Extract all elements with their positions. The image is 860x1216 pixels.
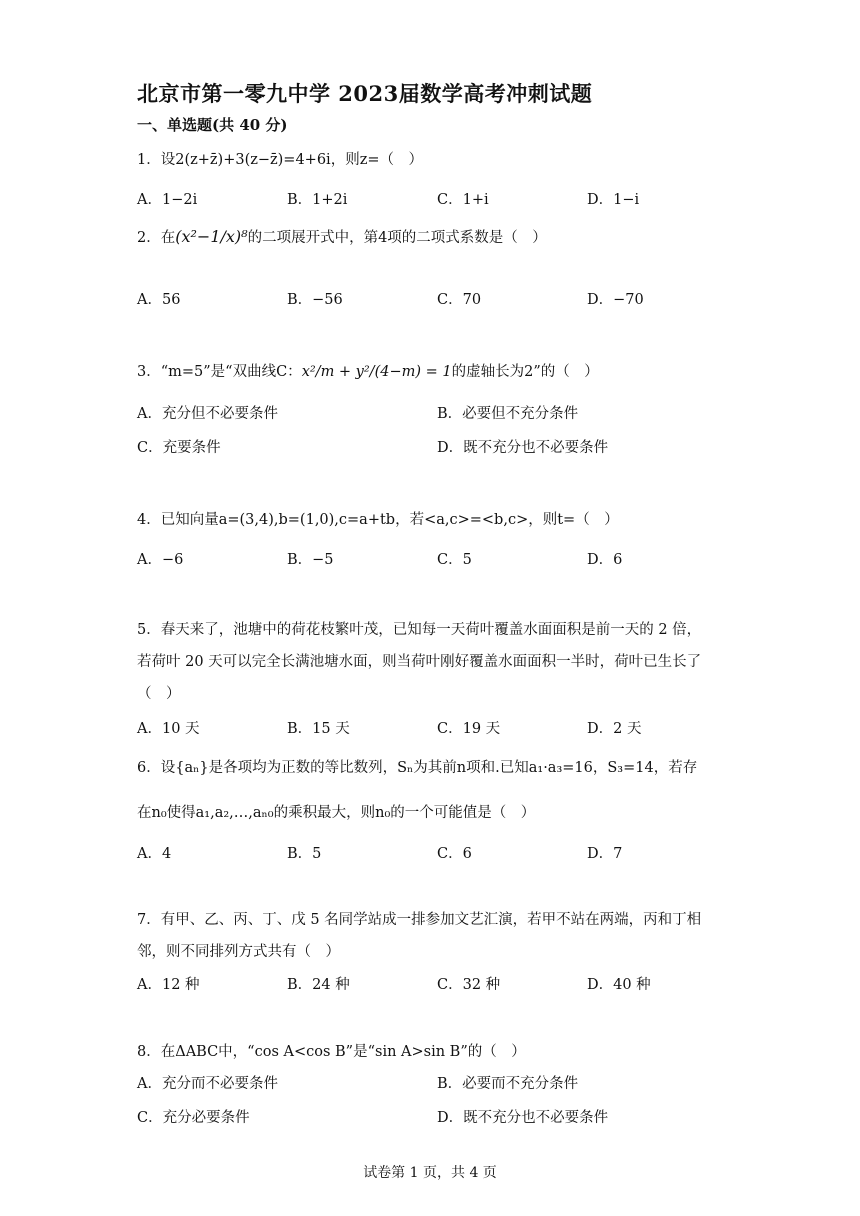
question-1-text: 1．设2(z+z̄)+3(z−z̄)=4+6i，则z=（ ） <box>137 152 423 168</box>
page-title: 北京市第一零九中学 2023届数学高考冲刺试题 <box>137 81 593 106</box>
question-4-option-d: D．6 <box>587 552 623 568</box>
question-7-option-c: C．32 种 <box>437 977 501 993</box>
question-3-text-before: 3．“m=5”是“双曲线C： <box>137 364 302 380</box>
question-3-option-d: D．既不充分也不必要条件 <box>437 440 609 456</box>
question-7-option-a: A．12 种 <box>137 977 200 993</box>
question-6-stem-line-2: 在n₀使得a₁,a₂,…,aₙ₀的乘积最大，则n₀的一个可能值是（ ） <box>137 805 536 821</box>
question-4-option-c: C．5 <box>437 552 472 568</box>
question-8-stem: 8．在ΔABC中，“cos A<cos B”是“sin A>sin B”的（ ） <box>137 1044 526 1060</box>
question-3-text-after: 的虚轴长为2”的（ ） <box>451 364 599 380</box>
question-5-option-a: A．10 天 <box>137 721 200 737</box>
question-5-stem-line-2: 若荷叶 20 天可以完全长满池塘水面，则当荷叶刚好覆盖水面面积一半时，荷叶已生长了 <box>137 654 702 670</box>
question-6-stem-line-1: 6．设{aₙ}是各项均为正数的等比数列，Sₙ为其前n项和.已知a₁·a₃=16，S₃=14，若存 <box>137 760 698 776</box>
question-4-text: 4．已知向量a=(3,4),b=(1,0),c=a+tb，若<a,c>=<b,c>，则t=（ ） <box>137 512 619 528</box>
question-5-stem-line-3: （ ） <box>137 686 181 702</box>
question-1-option-a: A．1−2i <box>137 192 198 208</box>
question-2-option-b: B．−56 <box>287 292 343 308</box>
question-8-option-d: D．既不充分也不必要条件 <box>437 1110 609 1126</box>
question-4-option-b: B．−5 <box>287 552 334 568</box>
question-2-stem <box>137 226 547 247</box>
question-2-text-before: 2．在 <box>137 230 176 246</box>
question-6-option-c: C．6 <box>437 846 472 862</box>
question-3-option-a: A．充分但不必要条件 <box>137 406 278 422</box>
question-5-stem-line-1: 5．春天来了，池塘中的荷花枝繁叶茂，已知每一天荷叶覆盖水面面积是前一天的 2 倍， <box>137 622 702 638</box>
question-8-option-b: B．必要而不充分条件 <box>437 1076 579 1092</box>
question-1-stem <box>137 148 423 169</box>
question-7-option-d: D．40 种 <box>587 977 651 993</box>
question-6-option-d: D．7 <box>587 846 623 862</box>
question-6-option-a: A．4 <box>137 846 172 862</box>
question-4-stem <box>137 508 619 529</box>
question-7-stem-line-2: 邻，则不同排列方式共有（ ） <box>137 944 340 960</box>
question-2-option-a: A．56 <box>137 292 181 308</box>
page-footer: 试卷第 1 页，共 4 页 <box>363 1165 497 1181</box>
question-3-option-c: C．充要条件 <box>137 440 221 456</box>
question-3-expression: x²/m + y²/(4−m) = 1 <box>301 364 452 380</box>
question-1-option-b: B．1+2i <box>287 192 348 208</box>
question-6-option-b: B．5 <box>287 846 322 862</box>
question-3-stem <box>137 360 599 381</box>
question-4-option-a: A．−6 <box>137 552 184 568</box>
question-1-option-d: D．1−i <box>587 192 640 208</box>
question-2-option-d: D．−70 <box>587 292 644 308</box>
question-8-option-c: C．充分必要条件 <box>137 1110 250 1126</box>
question-5-option-c: C．19 天 <box>437 721 501 737</box>
question-3-option-b: B．必要但不充分条件 <box>437 406 579 422</box>
question-2-expression: (x²−1/x)⁸ <box>175 227 248 246</box>
question-7-stem-line-1: 7．有甲、乙、丙、丁、戊 5 名同学站成一排参加文艺汇演，若甲不站在两端，丙和丁相 <box>137 912 702 928</box>
question-2-text-after: 的二项展开式中，第4项的二项式系数是（ ） <box>247 230 547 246</box>
question-5-option-b: B．15 天 <box>287 721 350 737</box>
question-7-option-b: B．24 种 <box>287 977 350 993</box>
question-1-option-c: C．1+i <box>437 192 489 208</box>
question-8-option-a: A．充分而不必要条件 <box>137 1076 278 1092</box>
question-2-option-c: C．70 <box>437 292 482 308</box>
question-5-option-d: D．2 天 <box>587 721 642 737</box>
section-heading: 一、单选题(共 40 分) <box>137 116 288 134</box>
